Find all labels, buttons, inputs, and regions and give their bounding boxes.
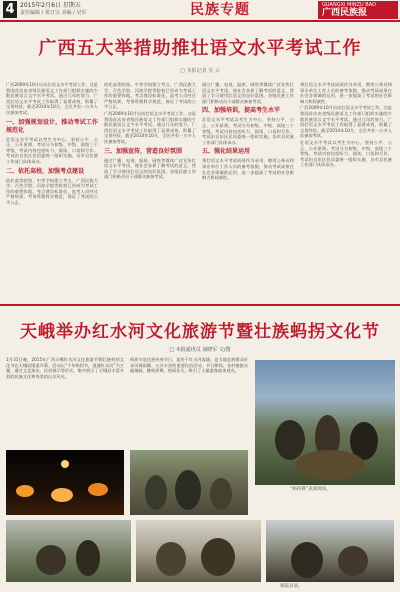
subheading: 四、加强培训，提高考生水平	[202, 107, 281, 115]
drum-photo-1	[6, 520, 131, 582]
article1-byline: □ 本报记者 吴 云	[180, 68, 220, 74]
article2-headline: 天峨举办红水河文化旅游节暨壮族蚂拐文化节	[20, 322, 380, 342]
paragraph: 依托高等院校、中等学校建立考点，广西民族大学、百色学院、河池学院等院校已经成为考试工作的重要阵地。考点建设标准化，监考人员经过严格培训，考务管理科学规范，保证了考试的公平公正。	[6, 177, 98, 205]
dance-photo	[255, 360, 395, 485]
paper-name-cn: 广西民族报	[322, 8, 368, 18]
masthead-rule	[0, 20, 400, 22]
article1-column-2	[104, 82, 196, 304]
paragraph: 广西2009年10月启动壮语文水平考试工作，这是我国首次由省级民族语文工作部门组织实施的少数民族语言文字水平考试。通过几年的努力，广西壮语文水平考试工作取得了显著成效，积累了宝贵经验。截至2014年10月，全区共有一万多人次参加考试。	[104, 110, 196, 144]
section-divider	[0, 304, 400, 306]
paragraph: 将壮语文水平考试成绩作为录用、聘用公务员和事业单位工作人员的参考依据，推动考试成果在社会各领域的运用，进一步提高了考试的社会影响力和权威性。	[202, 158, 294, 181]
subheading: 五、强化结果运用	[202, 148, 251, 156]
subheading: 二、依托高校，加强考点建设	[6, 167, 85, 175]
article1-column-4	[300, 82, 392, 304]
paragraph: 广西2009年10月启动壮语文水平考试工作，这是我国首次由省级民族语文工作部门组织实施的少数民族语言文字水平考试。通过几年的努力，广西壮语文水平考试工作取得了显著成效，积累了宝贵经验。截至2014年10月，全区共有一万多人次参加考试。	[6, 82, 98, 115]
editor-credits: 责任编辑 / 黄日宝 美编 / 吴军	[20, 10, 87, 16]
article1-column-3	[202, 82, 294, 304]
section-title: 民族专题	[190, 2, 250, 18]
paragraph: 壮语文水平考试以考生为中心，坚持公平、公正、公开原则。考试分为初级、中级、高级三个等级，考试内容包括听力、阅读、口语和写作。考试由自治区民语委统一组织实施，各市县民族工作部门具体承办。	[202, 117, 294, 145]
paragraph: 壮语文水平考试以考生为中心，坚持公平、公正、公开原则。考试分为初级、中级、高级三个等级，考试内容包括听力、阅读、口语和写作。考试由自治区民语委统一组织实施，各市县民族工作部门具体承办。	[300, 139, 392, 168]
article1-column-1	[6, 82, 98, 304]
article2-column-2	[130, 357, 248, 447]
subheading: 三、加强宣传，营造良好氛围	[104, 147, 183, 155]
paragraph: 蚂拐节是壮族传统节日，流传于红水河流域，是当地壮族群众祈求风调雨顺、五谷丰登的重要民俗活动。节日期间，各村寨群众敲铜鼓、跳蚂拐舞，热闹非凡，吸引了大量游客前来观光。	[130, 357, 248, 374]
article2-column-1	[6, 357, 124, 447]
crowd-photo	[130, 450, 248, 515]
article2-byline: □ 本报通讯员 刘晓军 文/图	[169, 347, 231, 353]
paragraph: 通过广播、电视、报纸、网络等媒体广泛宣传壮语文水平考试，使社会各界了解考试的意义，营造了学习使用壮语文的良好氛围。各级民族工作部门积极动员干部群众参加考试。	[202, 82, 294, 104]
issue-date: 2015年2月6日 星期五	[20, 2, 81, 9]
paragraph: 1月31日晚，2015年广西天峨红水河文化旅游节暨壮族蚂拐文化节在天峨县隆重开幕。活动以“千年蚂拐节，浪漫红水河”为主题，通过文艺演出、民俗展示等形式，集中展示了天峨县丰富多彩的民族文化和秀美的山水风光。	[6, 357, 124, 379]
paper-logo	[318, 1, 398, 19]
subheading: 一、加强规划设计，推动考试工作规范化	[6, 118, 98, 134]
drum-photo-caption: 铜鼓表演。	[280, 584, 303, 589]
paragraph: 将壮语文水平考试成绩作为录用、聘用公务员和事业单位工作人员的参考依据，推动考试成果在社会各领域的运用，进一步提高了考试的社会影响力和权威性。	[300, 82, 392, 104]
drum-photo-3	[266, 520, 394, 582]
dance-photo-caption: “蚂拐舞”表演现场。	[290, 487, 331, 492]
bonfire-photo	[6, 450, 124, 515]
paragraph: 壮语文水平考试以考生为中心，坚持公平、公正、公开原则。考试分为初级、中级、高级三个等级，考试内容包括听力、阅读、口语和写作。考试由自治区民语委统一组织实施，各市县民族工作部门具体承办。	[6, 136, 98, 164]
paragraph: 通过广播、电视、报纸、网络等媒体广泛宣传壮语文水平考试，使社会各界了解考试的意义，营造了学习使用壮语文的良好氛围。各级民族工作部门积极动员干部群众参加考试。	[104, 157, 196, 180]
paper-name-en: GUANGXI MINZU BAO	[322, 2, 376, 8]
paragraph: 依托高等院校、中等学校建立考点，广西民族大学、百色学院、河池学院等院校已经成为考试工作的重要阵地。考点建设标准化，监考人员经过严格培训，考务管理科学规范，保证了考试的公平公正。	[104, 82, 196, 110]
page-number: 4	[3, 1, 17, 18]
paragraph: 广西2009年10月启动壮语文水平考试工作，这是我国首次由省级民族语文工作部门组织实施的少数民族语言文字水平考试。通过几年的努力，广西壮语文水平考试工作取得了显著成效，积累了宝贵经验。截至2014年10月，全区共有一万多人次参加考试。	[300, 105, 392, 139]
drum-photo-2	[136, 520, 261, 582]
article1-headline: 广西五大举措助推壮语文水平考试工作	[38, 38, 362, 59]
masthead	[0, 0, 400, 20]
